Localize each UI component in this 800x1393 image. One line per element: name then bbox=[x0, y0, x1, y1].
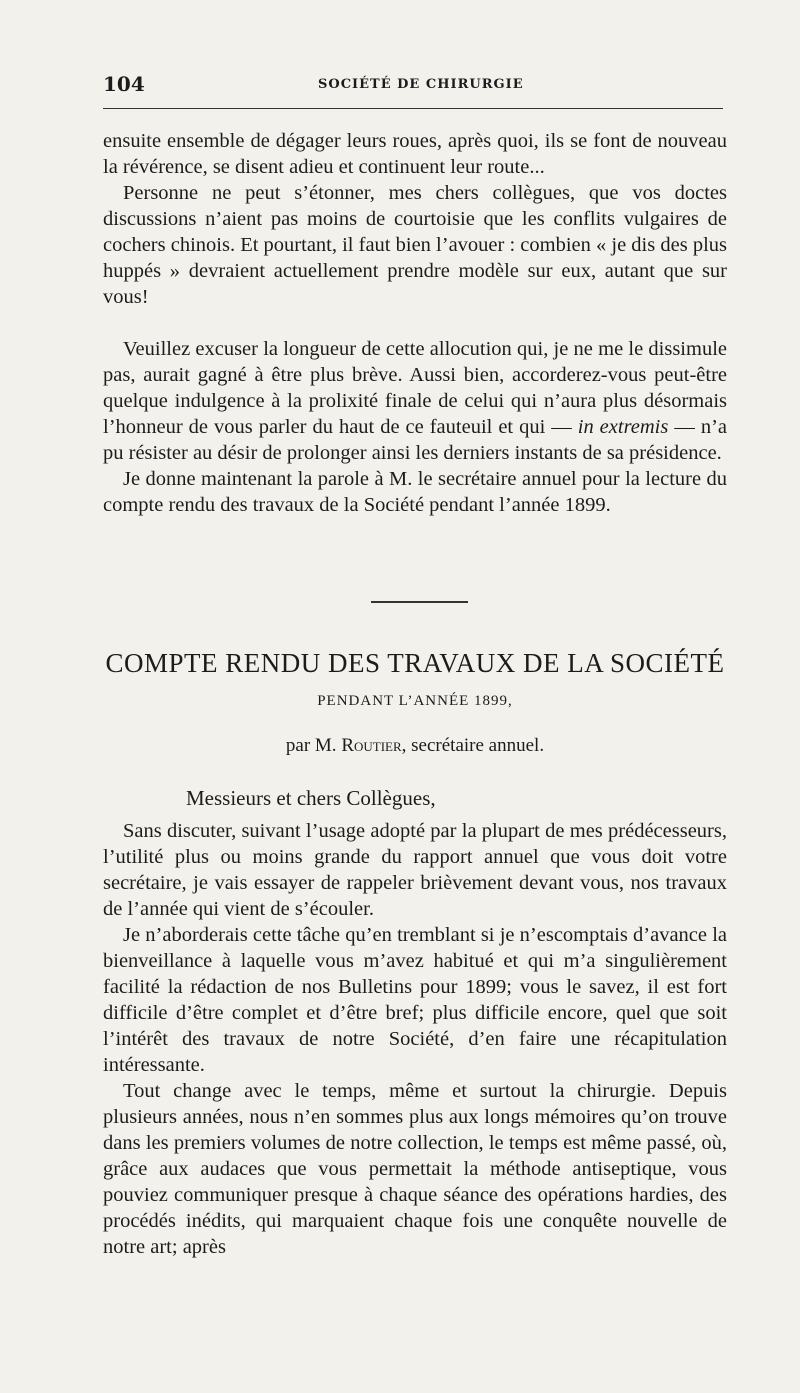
intro-text bbox=[103, 128, 727, 518]
report-title: COMPTE RENDU DES TRAVAUX DE LA SOCIÉTÉ bbox=[105, 648, 725, 678]
section-divider bbox=[371, 601, 468, 603]
salutation: Messieurs et chers Collègues, bbox=[186, 786, 436, 810]
report-paragraph-1: Sans discuter, suivant l’usage adopté par la plupart de mes prédécesseurs, l’utilité plus ou moins grande du rapport annuel que vous doit votre secrétaire, je vais essayer de rappeler brièvement devant vous, nos travaux de l’année qui vient de s’écouler. bbox=[103, 820, 727, 920]
closing-text-start: Veuillez excuser la longueur de cette allocution qui, je ne me le dissimule pas, aurait gagné à être plus brève. Aussi bien, accorderez-vous peut-être quelque indulgence à la prolixité finale de celui qui n’aura plus désormais l’honneur de vous parler du haut de ce fauteuil et qui — bbox=[103, 338, 727, 438]
intro-paragraph-1: ensuite ensemble de dégager leurs roues, après quoi, ils se font de nouveau la révérence, se disent adieu et continuent leur route... bbox=[103, 130, 727, 178]
author-name: Routier bbox=[341, 735, 402, 756]
closing-text-end: — n’a pu résister au désir de prolonger ainsi les derniers instants de sa présidence. bbox=[103, 416, 728, 464]
author-suffix: , secrétaire annuel. bbox=[401, 735, 545, 756]
page-number: 104 bbox=[103, 72, 145, 96]
running-title: SOCIÉTÉ DE CHIRURGIE bbox=[318, 77, 524, 92]
intro-paragraph-2: Personne ne peut s’étonner, mes chers collègues, que vos doctes discussions n’aient pas moins de courtoisie que les conflits vulgaires de cochers chinois. Et pourtant, il faut bien l’avouer : combien « je dis des plus huppés » devraient actuellement prendre modèle sur eux, autant que sur vous! bbox=[103, 182, 727, 308]
report-author bbox=[103, 735, 727, 757]
report-subtitle: PENDANT L’ANNÉE 1899, bbox=[317, 693, 513, 709]
author-prefix: par M. bbox=[285, 735, 342, 756]
page-header bbox=[103, 70, 723, 102]
closing-paragraph bbox=[103, 336, 727, 466]
report-paragraph-2: Je n’aborderais cette tâche qu’en tremblant si je n’escomptais d’avance la bienveillance à laquelle vous m’avez habitué et qui m’a singulièrement facilité la rédaction de nos Bulletins pour 1899; vous le savez, il est fort difficile d’être complet et d’être bref; plus difficile encore, quel que soit l’intérêt des travaux de notre Société, d’en faire une récapitulation intéressante. bbox=[103, 924, 727, 1076]
report-body bbox=[103, 818, 727, 1260]
handover-paragraph: Je donne maintenant la parole à M. le secrétaire annuel pour la lecture du compte rendu des travaux de la Société pendant l’année 1899. bbox=[103, 468, 727, 516]
header-rule bbox=[103, 108, 723, 109]
closing-italic-phrase: in extremis bbox=[577, 416, 669, 438]
report-paragraph-3: Tout change avec le temps, même et surtout la chirurgie. Depuis plusieurs années, nous n’en sommes plus aux longs mémoires qu’on trouve dans les premiers volumes de notre collection, le temps est même passé, où, grâce aux audaces que vous permettait la méthode antiseptique, vous pouviez communiquer presque à chaque séance des opérations hardies, des procédés inédits, qui marquaient chaque fois une conquête nouvelle de notre art; après bbox=[103, 1080, 727, 1258]
